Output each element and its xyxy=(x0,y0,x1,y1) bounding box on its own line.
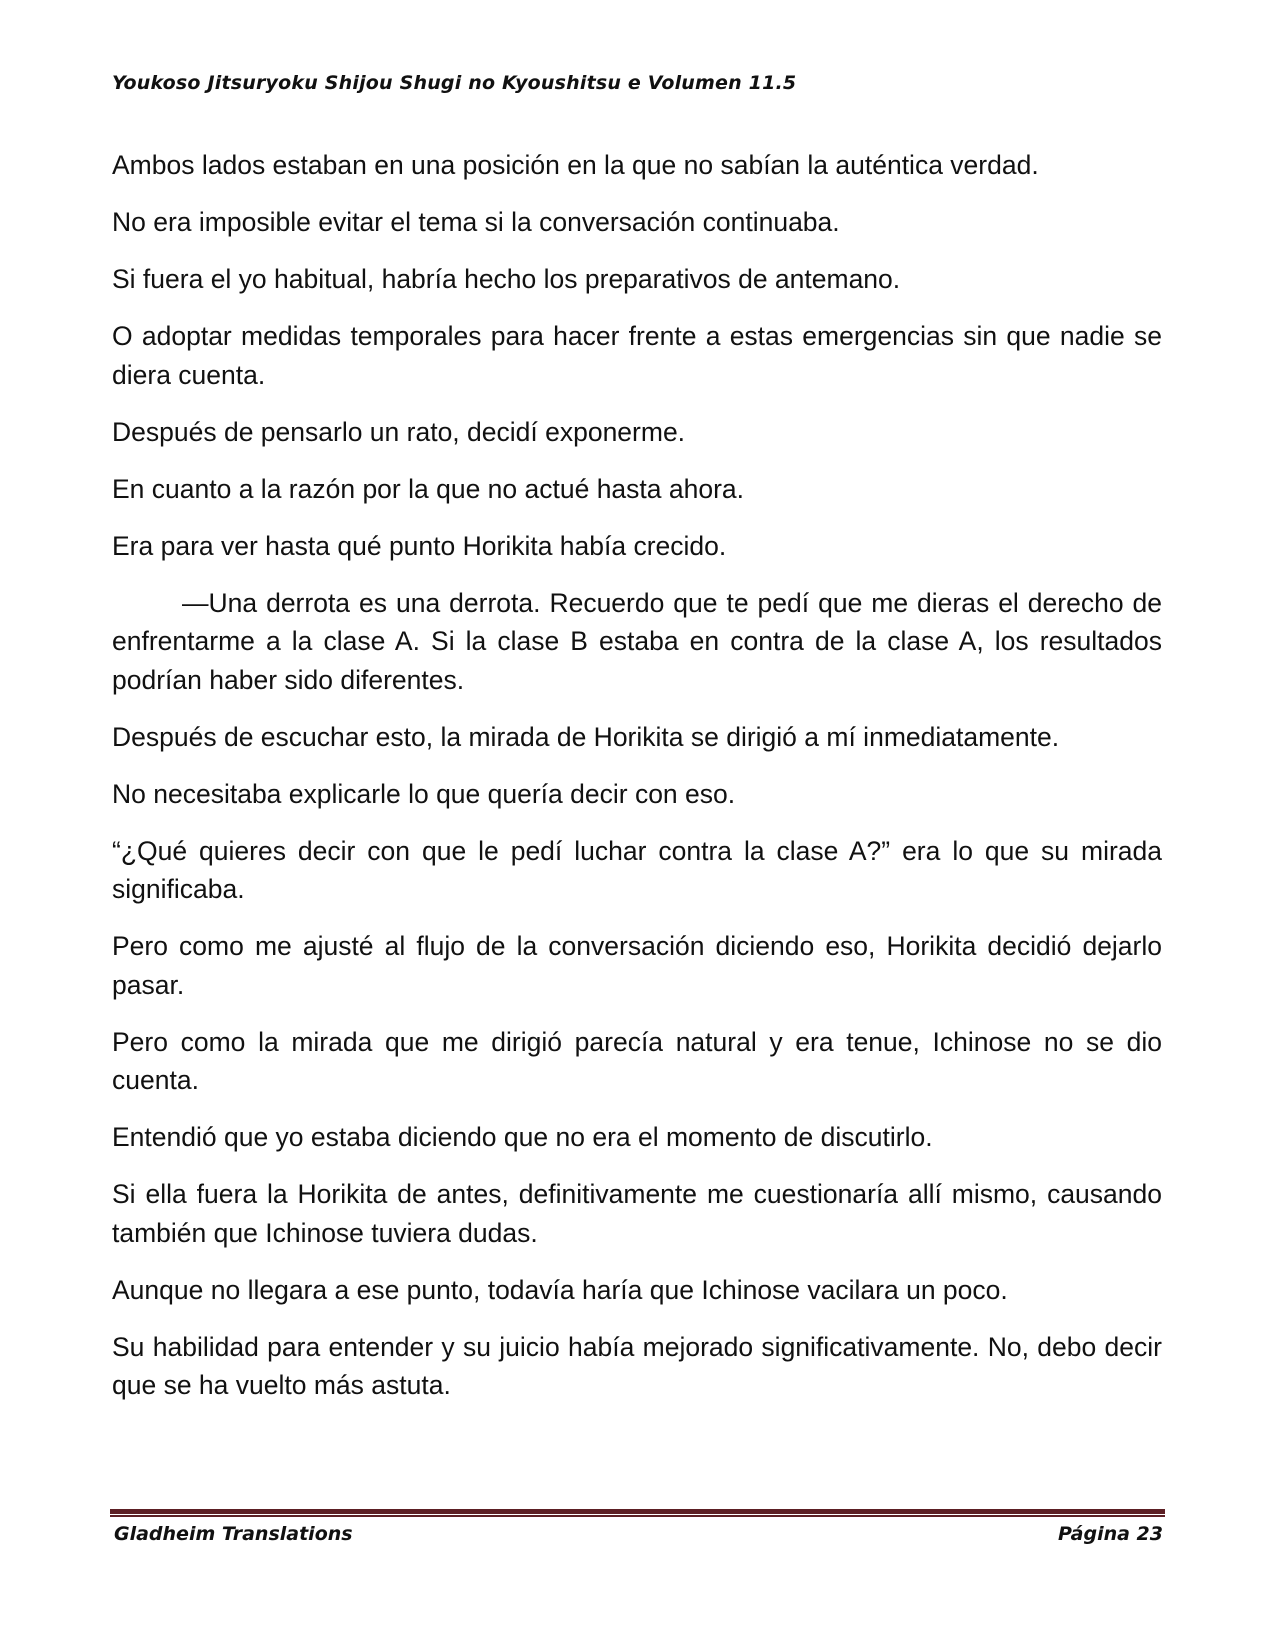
footer-page-number: Página 23 xyxy=(1057,1523,1163,1545)
paragraph: No era imposible evitar el tema si la conversación continuaba. xyxy=(112,207,840,237)
paragraph: Si fuera el yo habitual, habría hecho los preparativos de antemano. xyxy=(112,264,901,294)
paragraph: —Una derrota es una derrota. Recuerdo que te pedí que me dieras el derecho de enfrentarme a la clase A. Si la clase B estaba en contra de la clase A, los resultados podrían haber sido diferentes. xyxy=(112,587,1162,695)
paragraph: No necesitaba explicarle lo que quería decir con eso. xyxy=(112,778,736,809)
paragraph: Era para ver hasta qué punto Horikita había crecido. xyxy=(112,530,727,561)
footer-translator: Gladheim Translations xyxy=(114,1523,353,1545)
paragraph: Pero como la mirada que me dirigió parecía natural y era tenue, Ichinose no se dio cuenta. xyxy=(112,1026,1162,1095)
paragraph: Si ella fuera la Horikita de antes, definitivamente me cuestionaría allí mismo, causando también que Ichinose tuviera dudas. xyxy=(112,1179,1162,1248)
paragraph: Aunque no llegara a ese punto, todavía haría que Ichinose vacilara un poco. xyxy=(112,1274,1008,1305)
paragraph: “¿Qué quieres decir con que le pedí luchar contra la clase A?” era lo que su mirada significaba. xyxy=(112,835,1162,904)
paragraph: Pero como me ajusté al flujo de la conversación diciendo eso, Horikita decidió dejarlo pasar. xyxy=(112,931,1162,1000)
paragraph: Entendió que yo estaba diciendo que no era el momento de discutirlo. xyxy=(112,1122,933,1152)
paragraph: En cuanto a la razón por la que no actué hasta ahora. xyxy=(112,473,745,504)
body-text xyxy=(112,146,1162,1423)
header-title: Youkoso Jitsuryoku Shijou Shugi no Kyoushitsu e Volumen 11.5 xyxy=(112,72,797,94)
paragraph: Ambos lados estaban en una posición en la que no sabían la auténtica verdad. xyxy=(112,150,1039,180)
footer-divider xyxy=(110,1509,1165,1517)
paragraph: O adoptar medidas temporales para hacer frente a estas emergencias sin que nadie se diera cuenta. xyxy=(112,321,1162,390)
paragraph: Su habilidad para entender y su juicio había mejorado significativamente. No, debo decir que se ha vuelto más astuta. xyxy=(112,1331,1162,1400)
paragraph: Después de pensarlo un rato, decidí exponerme. xyxy=(112,416,686,447)
paragraph: Después de escuchar esto, la mirada de Horikita se dirigió a mí inmediatamente. xyxy=(112,721,1060,752)
